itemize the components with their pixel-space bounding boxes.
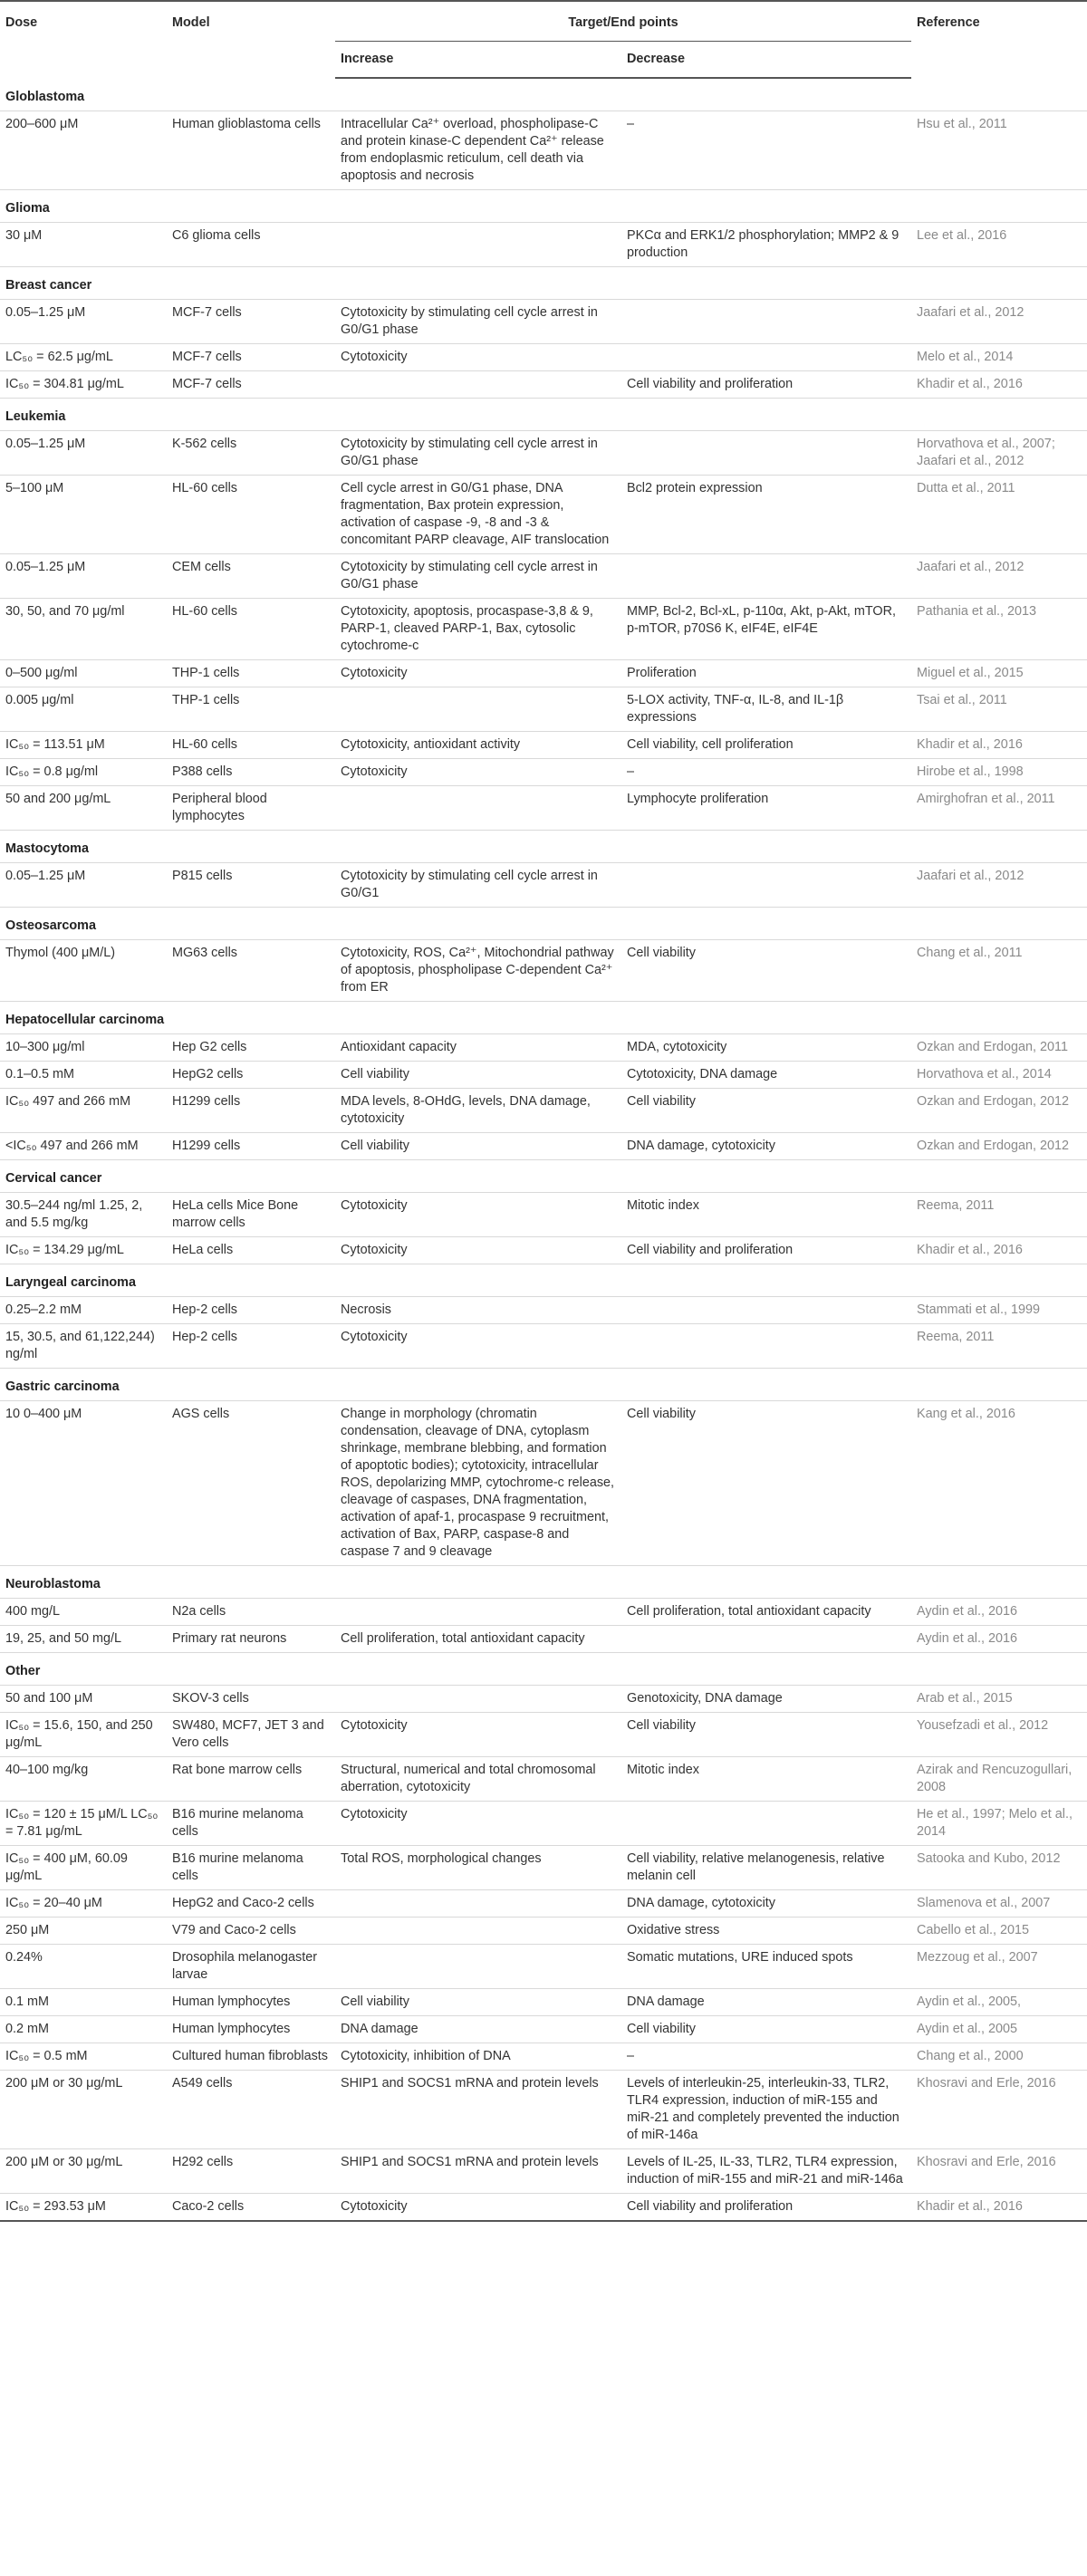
model-cell: MCF-7 cells	[167, 300, 335, 344]
reference-cell: Reema, 2011	[911, 1324, 1087, 1369]
table-row	[0, 1686, 1087, 1713]
increase-cell	[335, 1686, 621, 1713]
decrease-cell	[621, 300, 911, 344]
table-row	[0, 1713, 1087, 1757]
header-reference: Reference	[911, 1, 1087, 78]
reference-cell: Pathania et al., 2013	[911, 599, 1087, 660]
dose-cell: 10 0–400 μM	[0, 1401, 167, 1566]
reference-cell: Khosravi and Erle, 2016	[911, 2071, 1087, 2149]
model-cell: P388 cells	[167, 759, 335, 786]
reference-cell: Khadir et al., 2016	[911, 371, 1087, 399]
table-row	[0, 786, 1087, 831]
model-cell: HL-60 cells	[167, 476, 335, 554]
increase-cell: Antioxidant capacity	[335, 1034, 621, 1062]
model-cell: K-562 cells	[167, 431, 335, 476]
increase-cell: Cytotoxicity, inhibition of DNA	[335, 2043, 621, 2071]
dose-cell: 0.05–1.25 μM	[0, 863, 167, 908]
table-row	[0, 1599, 1087, 1626]
decrease-cell: Levels of IL-25, IL-33, TLR2, TLR4 expression, induction of miR-155 and miR-21 and miR-146a	[621, 2149, 911, 2194]
dose-cell: 400 mg/L	[0, 1599, 167, 1626]
reference-cell: Dutta et al., 2011	[911, 476, 1087, 554]
decrease-cell: MMP, Bcl-2, Bcl-xL, p-110α, Akt, p-Akt, mTOR, p-mTOR, p70S6 K, eIF4E, eIF4E	[621, 599, 911, 660]
section-title: Globlastoma	[0, 78, 1087, 111]
table-row	[0, 1297, 1087, 1324]
decrease-cell: Cytotoxicity, DNA damage	[621, 1062, 911, 1089]
dose-cell: LC₅₀ = 62.5 μg/mL	[0, 344, 167, 371]
dose-cell: IC₅₀ = 120 ± 15 μM/L LC₅₀ = 7.81 μg/mL	[0, 1802, 167, 1846]
reference-cell: Miguel et al., 2015	[911, 660, 1087, 687]
decrease-cell: Cell viability	[621, 1401, 911, 1566]
section-title: Hepatocellular carcinoma	[0, 1002, 1087, 1034]
model-cell: AGS cells	[167, 1401, 335, 1566]
model-cell: HL-60 cells	[167, 599, 335, 660]
model-cell: Cultured human fibroblasts	[167, 2043, 335, 2071]
model-cell: B16 murine melanoma cells	[167, 1846, 335, 1890]
reference-cell: Jaafari et al., 2012	[911, 300, 1087, 344]
increase-cell: Cytotoxicity	[335, 1324, 621, 1369]
section-row	[0, 1002, 1087, 1034]
table-row	[0, 1324, 1087, 1369]
section-title: Glioma	[0, 190, 1087, 223]
table-row	[0, 1918, 1087, 1945]
section-title: Mastocytoma	[0, 831, 1087, 863]
decrease-cell: Levels of interleukin-25, interleukin-33, TLR2, TLR4 expression, induction of miR-155 and miR-21 and completely prevented the induction of miR-146a	[621, 2071, 911, 2149]
decrease-cell: Proliferation	[621, 660, 911, 687]
dose-cell: 0–500 μg/ml	[0, 660, 167, 687]
decrease-cell	[621, 1802, 911, 1846]
reference-cell: Hirobe et al., 1998	[911, 759, 1087, 786]
table-row	[0, 1034, 1087, 1062]
table-row	[0, 1237, 1087, 1264]
increase-cell: Change in morphology (chromatin condensation, cleavage of DNA, cytoplasm shrinkage, membrane blebbing, and formation of apoptotic bodies); cytotoxicity, intracellular ROS, depolarizing MMP, cytochrome-c release, cleavage of caspases, DNA fragmentation, activation of apaf-1, procaspase 9 recruitment, activation of Bax, PARP, caspase-8 and caspase 7 and 9 cleavage	[335, 1401, 621, 1566]
increase-cell	[335, 223, 621, 267]
decrease-cell	[621, 1297, 911, 1324]
dose-cell: 50 and 100 μM	[0, 1686, 167, 1713]
section-title: Breast cancer	[0, 267, 1087, 300]
reference-cell: He et al., 1997; Melo et al., 2014	[911, 1802, 1087, 1846]
reference-cell: Arab et al., 2015	[911, 1686, 1087, 1713]
decrease-cell: DNA damage	[621, 1989, 911, 2016]
decrease-cell	[621, 431, 911, 476]
dose-cell: IC₅₀ = 20–40 μM	[0, 1890, 167, 1918]
table-row	[0, 660, 1087, 687]
increase-cell: Cell cycle arrest in G0/G1 phase, DNA fragmentation, Bax protein expression, activation of caspase -9, -8 and -3 & concomitant PARP cleavage, AIF translocation	[335, 476, 621, 554]
dose-cell: 0.005 μg/ml	[0, 687, 167, 732]
decrease-cell	[621, 863, 911, 908]
dose-cell: 30.5–244 ng/ml 1.25, 2, and 5.5 mg/kg	[0, 1193, 167, 1237]
section-row	[0, 267, 1087, 300]
section-row	[0, 1369, 1087, 1401]
model-cell: Primary rat neurons	[167, 1626, 335, 1653]
dose-cell: IC₅₀ = 293.53 μM	[0, 2194, 167, 2222]
dose-cell: 200 μM or 30 μg/mL	[0, 2149, 167, 2194]
increase-cell	[335, 786, 621, 831]
decrease-cell: –	[621, 759, 911, 786]
model-cell: P815 cells	[167, 863, 335, 908]
decrease-cell: Cell viability, cell proliferation	[621, 732, 911, 759]
dose-cell: 0.24%	[0, 1945, 167, 1989]
table-row	[0, 1062, 1087, 1089]
reference-cell: Aydin et al., 2016	[911, 1599, 1087, 1626]
increase-cell: Cytotoxicity, ROS, Ca²⁺, Mitochondrial pathway of apoptosis, phospholipase C-dependent Ca²⁺ from ER	[335, 940, 621, 1002]
reference-cell: Hsu et al., 2011	[911, 111, 1087, 190]
dose-cell: 250 μM	[0, 1918, 167, 1945]
model-cell: H1299 cells	[167, 1089, 335, 1133]
increase-cell	[335, 1918, 621, 1945]
table-row	[0, 599, 1087, 660]
increase-cell: Cytotoxicity	[335, 759, 621, 786]
section-row	[0, 1264, 1087, 1297]
model-cell: Hep-2 cells	[167, 1297, 335, 1324]
dose-cell: 30, 50, and 70 μg/ml	[0, 599, 167, 660]
reference-cell: Khosravi and Erle, 2016	[911, 2149, 1087, 2194]
section-title: Neuroblastoma	[0, 1566, 1087, 1599]
model-cell: H292 cells	[167, 2149, 335, 2194]
decrease-cell: Somatic mutations, URE induced spots	[621, 1945, 911, 1989]
increase-cell: Cytotoxicity by stimulating cell cycle arrest in G0/G1	[335, 863, 621, 908]
table-row	[0, 1089, 1087, 1133]
model-cell: H1299 cells	[167, 1133, 335, 1160]
section-title: Other	[0, 1653, 1087, 1686]
table-row	[0, 759, 1087, 786]
dose-cell: 0.1 mM	[0, 1989, 167, 2016]
reference-cell: Aydin et al., 2005	[911, 2016, 1087, 2043]
header-increase: Increase	[335, 42, 621, 79]
model-cell: HeLa cells	[167, 1237, 335, 1264]
increase-cell: Cell proliferation, total antioxidant capacity	[335, 1626, 621, 1653]
increase-cell: Cytotoxicity by stimulating cell cycle arrest in G0/G1 phase	[335, 431, 621, 476]
header-dose: Dose	[0, 1, 167, 78]
reference-cell: Chang et al., 2000	[911, 2043, 1087, 2071]
table-row	[0, 344, 1087, 371]
increase-cell: Cytotoxicity by stimulating cell cycle arrest in G0/G1 phase	[335, 554, 621, 599]
model-cell: CEM cells	[167, 554, 335, 599]
section-row	[0, 399, 1087, 431]
decrease-cell: Mitotic index	[621, 1193, 911, 1237]
model-cell: Caco-2 cells	[167, 2194, 335, 2222]
dose-cell: IC₅₀ = 15.6, 150, and 250 μg/mL	[0, 1713, 167, 1757]
increase-cell: Cell viability	[335, 1133, 621, 1160]
increase-cell	[335, 1945, 621, 1989]
increase-cell: Cytotoxicity	[335, 1193, 621, 1237]
model-cell: Hep-2 cells	[167, 1324, 335, 1369]
table-row	[0, 1401, 1087, 1566]
increase-cell: Cytotoxicity	[335, 1237, 621, 1264]
table-row	[0, 732, 1087, 759]
decrease-cell: –	[621, 2043, 911, 2071]
increase-cell	[335, 687, 621, 732]
decrease-cell: DNA damage, cytotoxicity	[621, 1890, 911, 1918]
decrease-cell: Bcl2 protein expression	[621, 476, 911, 554]
section-row	[0, 908, 1087, 940]
header-target: Target/End points	[335, 1, 911, 42]
increase-cell	[335, 371, 621, 399]
reference-cell: Kang et al., 2016	[911, 1401, 1087, 1566]
dose-cell: 19, 25, and 50 mg/L	[0, 1626, 167, 1653]
decrease-cell: Genotoxicity, DNA damage	[621, 1686, 911, 1713]
dose-cell: 200 μM or 30 μg/mL	[0, 2071, 167, 2149]
increase-cell: Cytotoxicity	[335, 660, 621, 687]
decrease-cell: Mitotic index	[621, 1757, 911, 1802]
model-cell: THP-1 cells	[167, 687, 335, 732]
table-row	[0, 2071, 1087, 2149]
reference-cell: Mezzoug et al., 2007	[911, 1945, 1087, 1989]
decrease-cell: Cell viability	[621, 1089, 911, 1133]
reference-cell: Ozkan and Erdogan, 2012	[911, 1133, 1087, 1160]
reference-cell: Horvathova et al., 2014	[911, 1062, 1087, 1089]
table-header	[0, 1, 1087, 78]
reference-cell: Melo et al., 2014	[911, 344, 1087, 371]
decrease-cell: 5-LOX activity, TNF-α, IL-8, and IL-1β expressions	[621, 687, 911, 732]
increase-cell: Cytotoxicity, antioxidant activity	[335, 732, 621, 759]
table-row	[0, 2194, 1087, 2222]
decrease-cell: Cell viability, relative melanogenesis, relative melanin cell	[621, 1846, 911, 1890]
decrease-cell: –	[621, 111, 911, 190]
model-cell: Peripheral blood lymphocytes	[167, 786, 335, 831]
reference-cell: Jaafari et al., 2012	[911, 863, 1087, 908]
increase-cell	[335, 1599, 621, 1626]
dose-cell: 0.2 mM	[0, 2016, 167, 2043]
dose-cell: IC₅₀ = 400 μM, 60.09 μg/mL	[0, 1846, 167, 1890]
dose-cell: 0.05–1.25 μM	[0, 431, 167, 476]
model-cell: Drosophila melanogaster larvae	[167, 1945, 335, 1989]
table-row	[0, 476, 1087, 554]
section-row	[0, 78, 1087, 111]
reference-cell: Ozkan and Erdogan, 2012	[911, 1089, 1087, 1133]
reference-cell: Reema, 2011	[911, 1193, 1087, 1237]
model-cell: HepG2 cells	[167, 1062, 335, 1089]
decrease-cell: Cell viability	[621, 1713, 911, 1757]
increase-cell: Structural, numerical and total chromosomal aberration, cytotoxicity	[335, 1757, 621, 1802]
header-model: Model	[167, 1, 335, 78]
increase-cell: Total ROS, morphological changes	[335, 1846, 621, 1890]
decrease-cell	[621, 344, 911, 371]
increase-cell	[335, 1890, 621, 1918]
reference-cell: Aydin et al., 2016	[911, 1626, 1087, 1653]
table-row	[0, 1890, 1087, 1918]
reference-cell: Tsai et al., 2011	[911, 687, 1087, 732]
model-cell: C6 glioma cells	[167, 223, 335, 267]
reference-cell: Khadir et al., 2016	[911, 1237, 1087, 1264]
table-row	[0, 371, 1087, 399]
table-row	[0, 1945, 1087, 1989]
increase-cell: Cell viability	[335, 1062, 621, 1089]
increase-cell: Cytotoxicity	[335, 1802, 621, 1846]
increase-cell: MDA levels, 8-OHdG, levels, DNA damage, cytotoxicity	[335, 1089, 621, 1133]
model-cell: SW480, MCF7, JET 3 and Vero cells	[167, 1713, 335, 1757]
reference-cell: Amirghofran et al., 2011	[911, 786, 1087, 831]
dose-cell: IC₅₀ = 113.51 μM	[0, 732, 167, 759]
section-row	[0, 1566, 1087, 1599]
dose-cell: Thymol (400 μM/L)	[0, 940, 167, 1002]
table-row	[0, 1193, 1087, 1237]
dose-cell: IC₅₀ = 304.81 μg/mL	[0, 371, 167, 399]
dose-cell: 200–600 μM	[0, 111, 167, 190]
model-cell: SKOV-3 cells	[167, 1686, 335, 1713]
decrease-cell: Cell viability	[621, 2016, 911, 2043]
increase-cell: Intracellular Ca²⁺ overload, phospholipase-C and protein kinase-C dependent Ca²⁺ release from endoplasmic reticulum, cell death via apoptosis and necrosis	[335, 111, 621, 190]
decrease-cell: Oxidative stress	[621, 1918, 911, 1945]
decrease-cell: PKCα and ERK1/2 phosphorylation; MMP2 & 9 production	[621, 223, 911, 267]
reference-cell: Horvathova et al., 2007; Jaafari et al., 2012	[911, 431, 1087, 476]
dose-cell: 5–100 μM	[0, 476, 167, 554]
model-cell: N2a cells	[167, 1599, 335, 1626]
model-cell: V79 and Caco-2 cells	[167, 1918, 335, 1945]
table-row	[0, 223, 1087, 267]
model-cell: Human lymphocytes	[167, 2016, 335, 2043]
reference-cell: Ozkan and Erdogan, 2011	[911, 1034, 1087, 1062]
model-cell: Human lymphocytes	[167, 1989, 335, 2016]
decrease-cell: Cell viability and proliferation	[621, 371, 911, 399]
model-cell: Human glioblastoma cells	[167, 111, 335, 190]
increase-cell: Necrosis	[335, 1297, 621, 1324]
reference-cell: Azirak and Rencuzogullari, 2008	[911, 1757, 1087, 1802]
table-row	[0, 1133, 1087, 1160]
decrease-cell	[621, 1626, 911, 1653]
model-cell: MG63 cells	[167, 940, 335, 1002]
dose-cell: IC₅₀ 497 and 266 mM	[0, 1089, 167, 1133]
increase-cell: Cytotoxicity	[335, 2194, 621, 2222]
header-decrease: Decrease	[621, 42, 911, 79]
decrease-cell: Cell viability	[621, 940, 911, 1002]
reference-cell: Jaafari et al., 2012	[911, 554, 1087, 599]
dose-cell: 30 μM	[0, 223, 167, 267]
table-row	[0, 687, 1087, 732]
dose-cell: <IC₅₀ 497 and 266 mM	[0, 1133, 167, 1160]
section-title: Gastric carcinoma	[0, 1369, 1087, 1401]
reference-cell: Lee et al., 2016	[911, 223, 1087, 267]
increase-cell: Cytotoxicity by stimulating cell cycle arrest in G0/G1 phase	[335, 300, 621, 344]
table-row	[0, 111, 1087, 190]
table-row	[0, 1757, 1087, 1802]
model-cell: B16 murine melanoma cells	[167, 1802, 335, 1846]
model-cell: Rat bone marrow cells	[167, 1757, 335, 1802]
increase-cell: SHIP1 and SOCS1 mRNA and protein levels	[335, 2149, 621, 2194]
increase-cell: SHIP1 and SOCS1 mRNA and protein levels	[335, 2071, 621, 2149]
table-row	[0, 940, 1087, 1002]
model-cell: HL-60 cells	[167, 732, 335, 759]
increase-cell: Cytotoxicity, apoptosis, procaspase-3,8 & 9, PARP-1, cleaved PARP-1, Bax, cytosolic cytochrome-c	[335, 599, 621, 660]
dose-cell: IC₅₀ = 134.29 μg/mL	[0, 1237, 167, 1264]
section-row	[0, 1653, 1087, 1686]
decrease-cell: Cell proliferation, total antioxidant capacity	[621, 1599, 911, 1626]
decrease-cell: Lymphocyte proliferation	[621, 786, 911, 831]
table-body	[0, 78, 1087, 2221]
increase-cell: Cytotoxicity	[335, 1713, 621, 1757]
reference-cell: Slamenova et al., 2007	[911, 1890, 1087, 1918]
reference-cell: Khadir et al., 2016	[911, 2194, 1087, 2222]
table-row	[0, 1802, 1087, 1846]
dose-cell: 50 and 200 μg/mL	[0, 786, 167, 831]
model-cell: A549 cells	[167, 2071, 335, 2149]
decrease-cell: Cell viability and proliferation	[621, 1237, 911, 1264]
increase-cell: Cell viability	[335, 1989, 621, 2016]
table-row	[0, 1846, 1087, 1890]
model-cell: Hep G2 cells	[167, 1034, 335, 1062]
model-cell: MCF-7 cells	[167, 371, 335, 399]
table-row	[0, 1626, 1087, 1653]
model-cell: MCF-7 cells	[167, 344, 335, 371]
table-row	[0, 2149, 1087, 2194]
table-row	[0, 300, 1087, 344]
reference-cell: Chang et al., 2011	[911, 940, 1087, 1002]
dose-cell: IC₅₀ = 0.5 mM	[0, 2043, 167, 2071]
section-title: Cervical cancer	[0, 1160, 1087, 1193]
decrease-cell: DNA damage, cytotoxicity	[621, 1133, 911, 1160]
table-row	[0, 431, 1087, 476]
table-row	[0, 2043, 1087, 2071]
section-title: Leukemia	[0, 399, 1087, 431]
table-row	[0, 1989, 1087, 2016]
decrease-cell	[621, 554, 911, 599]
section-row	[0, 831, 1087, 863]
dose-cell: 40–100 mg/kg	[0, 1757, 167, 1802]
dose-cell: 0.25–2.2 mM	[0, 1297, 167, 1324]
model-cell: HepG2 and Caco-2 cells	[167, 1890, 335, 1918]
dose-cell: IC₅₀ = 0.8 μg/ml	[0, 759, 167, 786]
reference-cell: Satooka and Kubo, 2012	[911, 1846, 1087, 1890]
model-cell: HeLa cells Mice Bone marrow cells	[167, 1193, 335, 1237]
table-row	[0, 863, 1087, 908]
section-title: Osteosarcoma	[0, 908, 1087, 940]
decrease-cell: Cell viability and proliferation	[621, 2194, 911, 2222]
section-row	[0, 190, 1087, 223]
increase-cell: DNA damage	[335, 2016, 621, 2043]
section-row	[0, 1160, 1087, 1193]
dose-cell: 0.1–0.5 mM	[0, 1062, 167, 1089]
reference-cell: Cabello et al., 2015	[911, 1918, 1087, 1945]
section-title: Laryngeal carcinoma	[0, 1264, 1087, 1297]
dose-cell: 0.05–1.25 μM	[0, 554, 167, 599]
reference-cell: Khadir et al., 2016	[911, 732, 1087, 759]
reference-cell: Yousefzadi et al., 2012	[911, 1713, 1087, 1757]
decrease-cell: MDA, cytotoxicity	[621, 1034, 911, 1062]
table-row	[0, 554, 1087, 599]
reference-cell: Aydin et al., 2005,	[911, 1989, 1087, 2016]
dose-cell: 0.05–1.25 μM	[0, 300, 167, 344]
model-cell: THP-1 cells	[167, 660, 335, 687]
increase-cell: Cytotoxicity	[335, 344, 621, 371]
dose-cell: 10–300 μg/ml	[0, 1034, 167, 1062]
decrease-cell	[621, 1324, 911, 1369]
dose-cell: 15, 30.5, and 61,122,244) ng/ml	[0, 1324, 167, 1369]
table-row	[0, 2016, 1087, 2043]
reference-cell: Stammati et al., 1999	[911, 1297, 1087, 1324]
